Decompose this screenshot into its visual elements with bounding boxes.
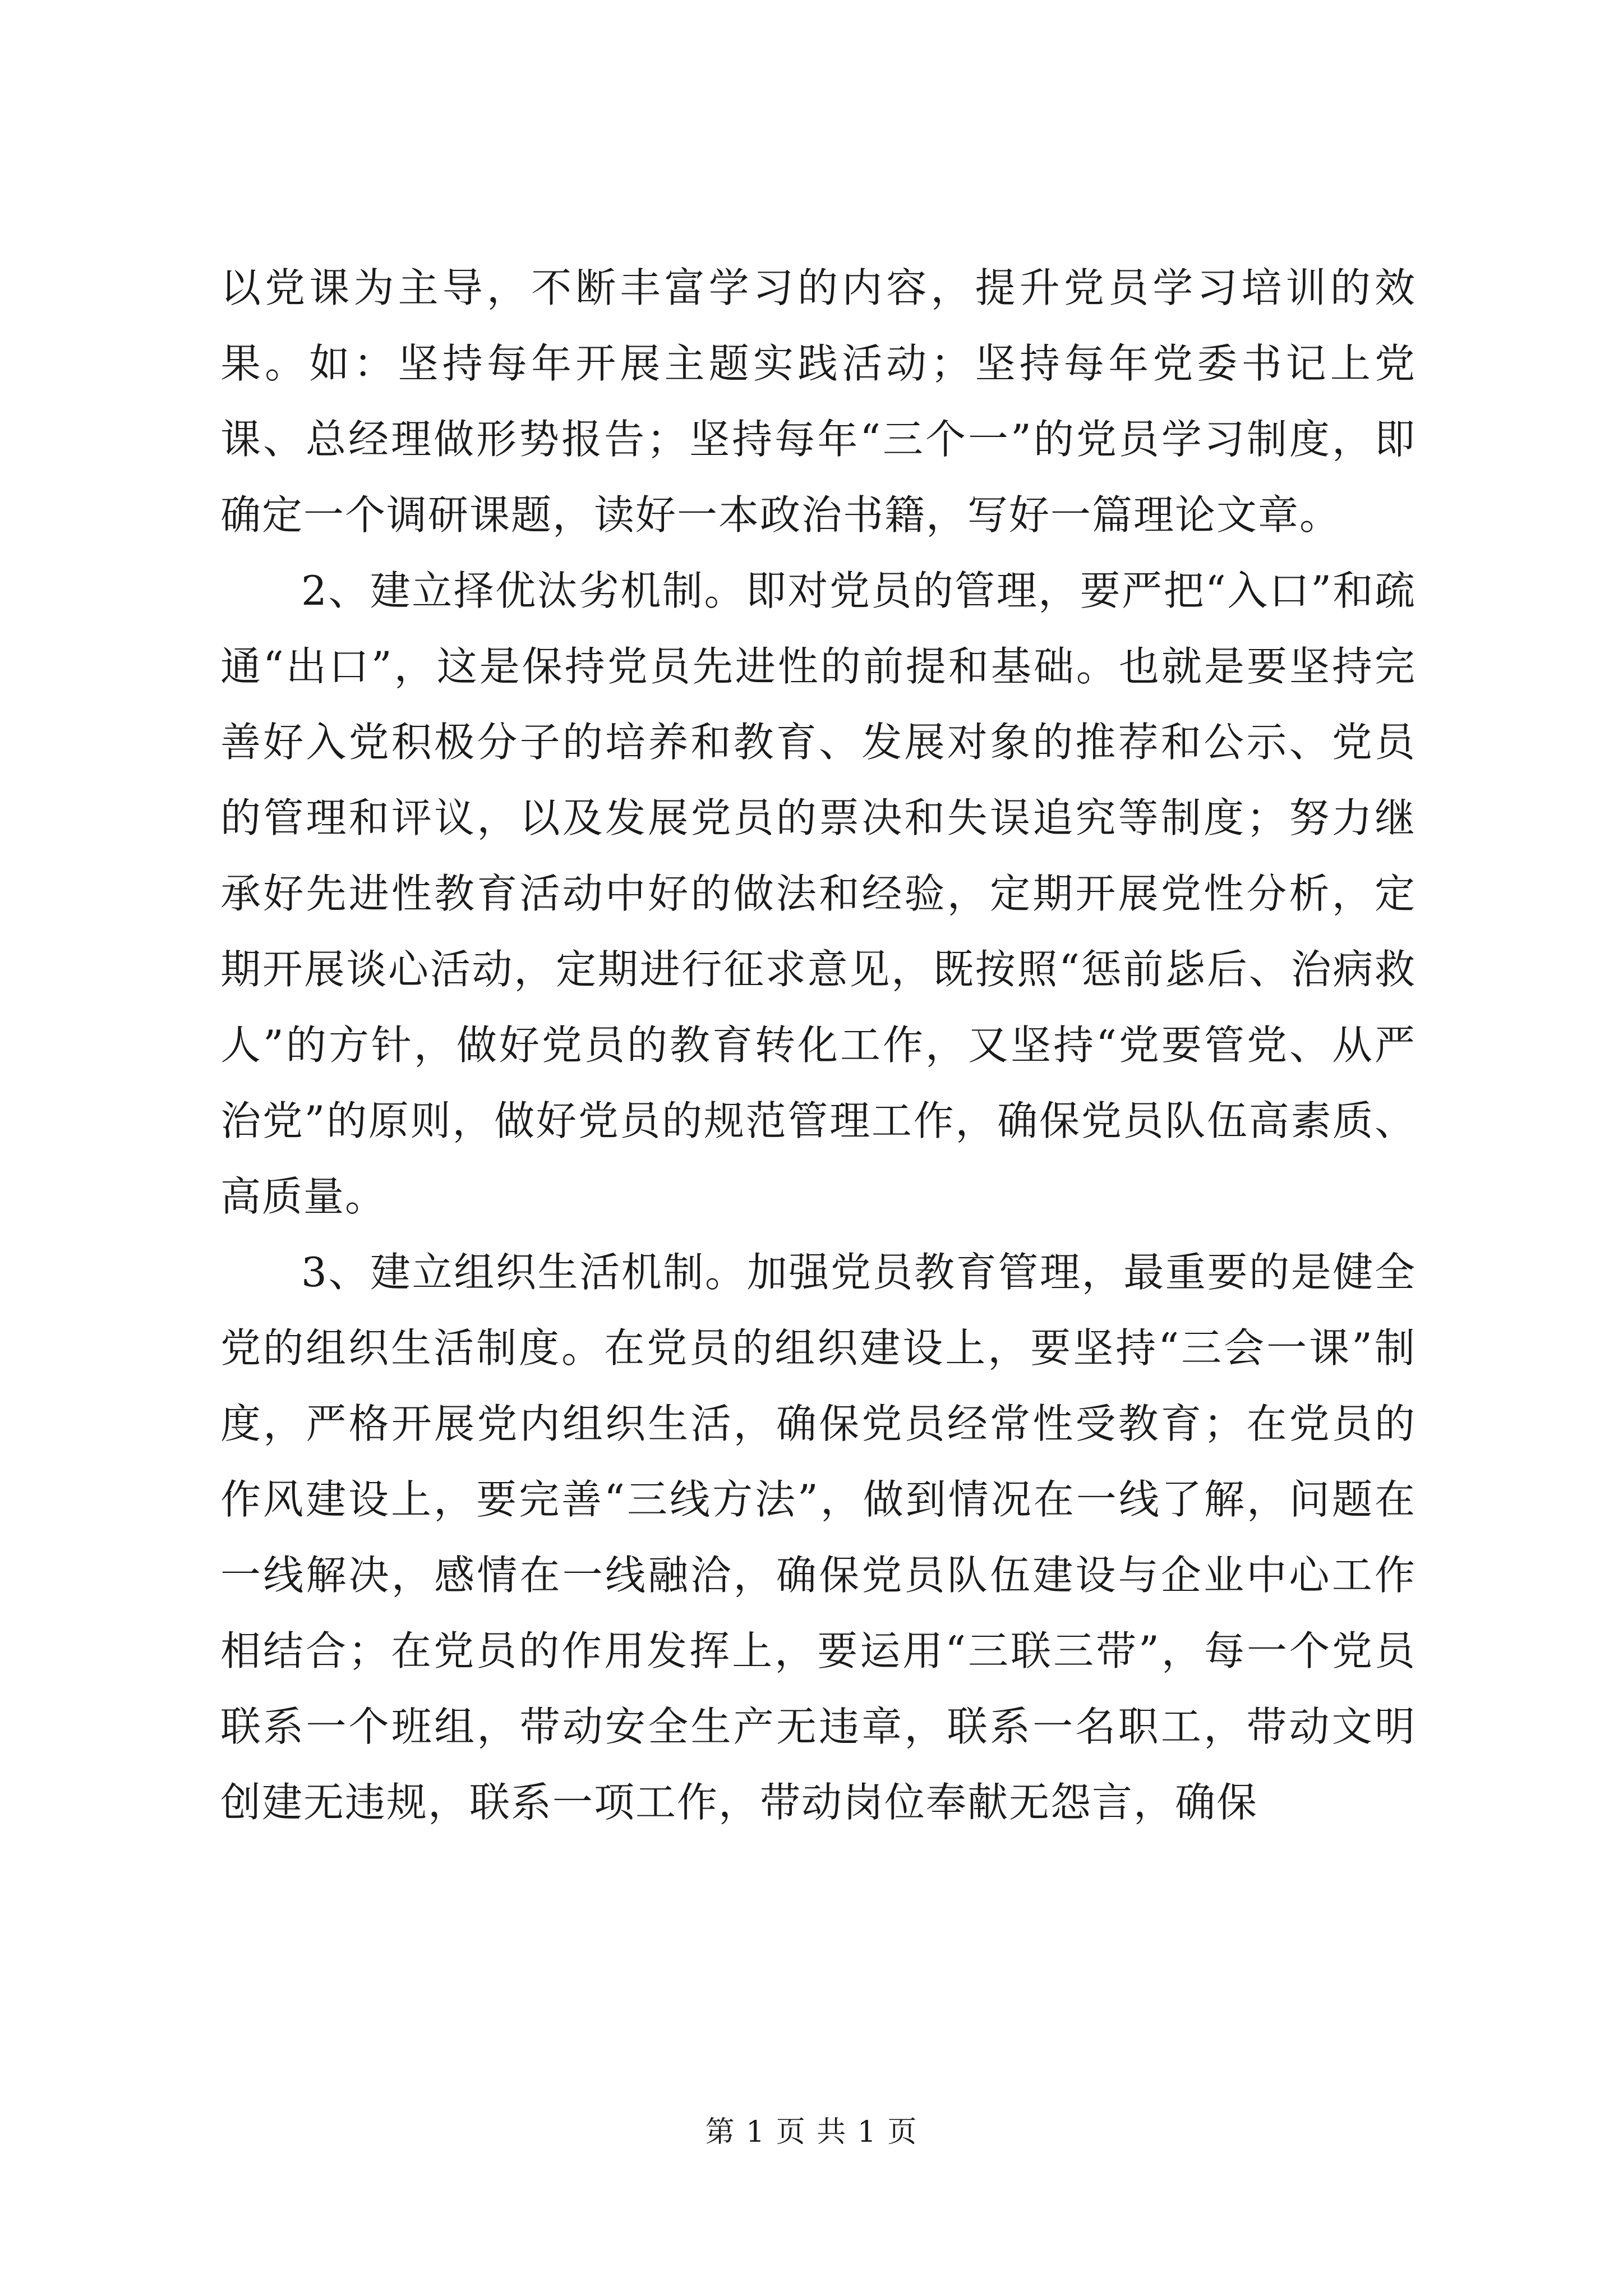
page-footer: 第 1 页 共 1 页 [705, 2115, 918, 2149]
paragraph-section-2: 2、建立择优汰劣机制。即对党员的管理，要严把“入口”和疏通“出口”，这是保持党员先进性的前提和基础。也就是要坚持完善好入党积极分子的培养和教育、发展对象的推荐和公示、党员的管理和评议，以及发展党员的票决和失误追究等制度；努力继承好先进性教育活动中好的做法和经验，定期开展党性分析，定期开展谈心活动，定期进行征求意见，既按照“惩前毖后、治病救人”的方针，做好党员的教育转化工作，又坚持“党要管党、从严治党”的原则，做好党员的规范管理工作，确保党员队伍高素质、高质量。 [220, 567, 1416, 1220]
document-body [220, 250, 1416, 1841]
paragraph-section-3: 3、建立组织生活机制。加强党员教育管理，最重要的是健全党的组织生活制度。在党员的组织建设上，要坚持“三会一课”制度，严格开展党内组织生活，确保党员经常性受教育；在党员的作风建设上，要完善“三线方法”，做到情况在一线了解，问题在一线解决，感情在一线融洽，确保党员队伍建设与企业中心工作相结合；在党员的作用发挥上，要运用“三联三带”，每一个党员联系一个班组，带动安全生产无违章，联系一名职工，带动文明创建无违规，联系一项工作，带动岗位奉献无怨言，确保 [220, 1249, 1416, 1826]
paragraph-continued: 以党课为主导，不断丰富学习的内容，提升党员学习培训的效果。如：坚持每年开展主题实践活动；坚持每年党委书记上党课、总经理做形势报告；坚持每年“三个一”的党员学习制度，即确定一个调研课题，读好一本政治书籍，写好一篇理论文章。 [220, 264, 1416, 539]
